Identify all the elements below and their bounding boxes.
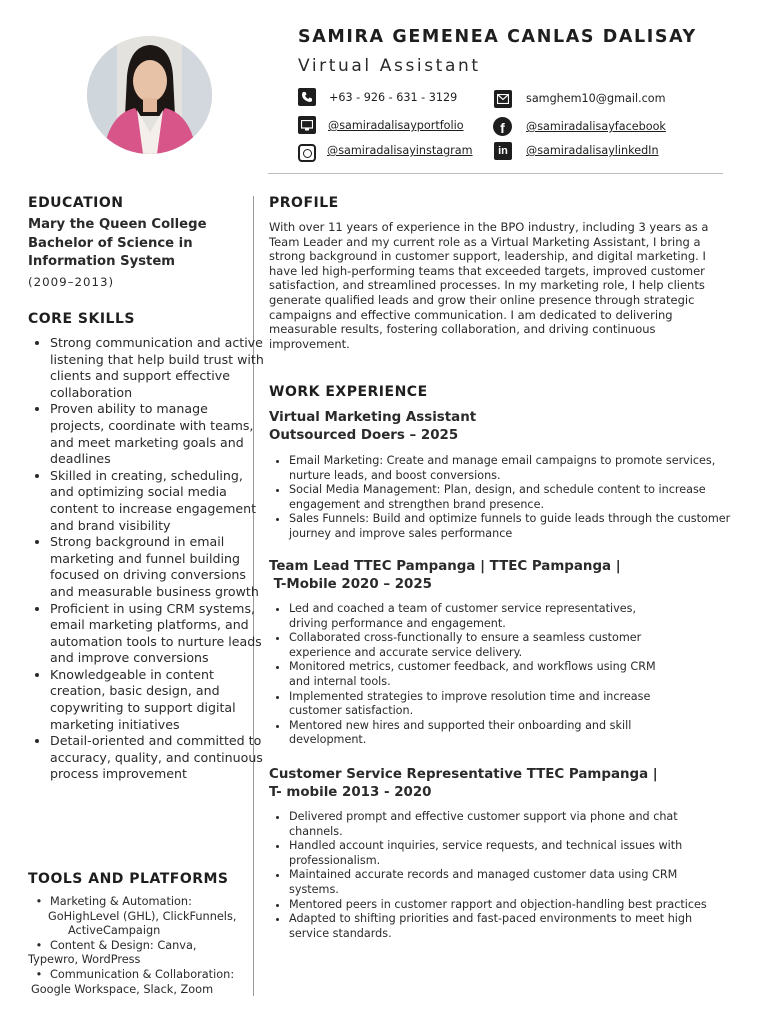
tools-heading: TOOLS AND PLATFORMS	[28, 871, 229, 887]
profile-photo	[87, 36, 212, 154]
facebook-icon: f	[493, 117, 512, 136]
email-icon	[494, 90, 512, 108]
job-duties-list	[269, 602, 674, 748]
instagram-link[interactable]: @samiradalisayinstagram	[327, 144, 473, 157]
monitor-icon	[298, 116, 316, 134]
job-position: Virtual Marketing Assistant	[269, 410, 477, 425]
facebook-link[interactable]: @samiradalisayfacebook	[526, 120, 666, 133]
email-address[interactable]: samghem10@gmail.com	[526, 92, 666, 105]
list-item: • Strong communication and active listening that help build trust with clients and support effective collaboration	[50, 335, 265, 401]
profile-summary: With over 11 years of experience in the BPO industry, including 3 years as a Team Leader and my current role as a Virtual Marketing Assistant, I bring a strong background in customer support, leadership, and digital marketing. I have led high-performing teams that exceeded targets, improved customer satisfaction, and streamlined processes. In my marketing role, I help clients generate qualified leads and grow their online presence through strategic campaigns and effective communication. I am dedicated to delivering measurable results, fostering collaboration, and driving continuous improvement.	[269, 220, 709, 351]
job-role: Virtual Assistant	[298, 56, 481, 76]
education-heading: EDUCATION	[28, 195, 124, 211]
job-company-dates: T-Mobile 2020 – 2025	[269, 577, 432, 592]
tools-list	[28, 895, 248, 997]
tool-values: Canva, Typewro, WordPress	[28, 938, 197, 967]
work-experience-heading: WORK EXPERIENCE	[269, 384, 428, 400]
tool-category: Marketing & Automation:	[50, 895, 192, 908]
job-duties-list	[269, 454, 745, 542]
list-item: • Delivered prompt and effective customer support via phone and chat channels.	[289, 810, 709, 839]
list-item: • Adapted to shifting priorities and fast-paced environments to meet high service standards.	[289, 912, 709, 941]
list-item: • Mentored new hires and supported their onboarding and skill development.	[289, 719, 674, 748]
degree-name: Bachelor of Science in Information System	[28, 235, 193, 270]
list-item: • Marketing & Automation: GoHighLevel (GHL), ClickFunnels, ActiveCampaign	[35, 895, 237, 938]
job-position: Team Lead TTEC Pampanga | TTEC Pampanga |	[269, 559, 621, 574]
job-title	[269, 558, 621, 594]
list-item: • Detail-oriented and committed to accuracy, quality, and continuous process improvement	[50, 733, 265, 783]
list-item: • Email Marketing: Create and manage email campaigns to promote services, nurture leads, and boost conversions.	[289, 454, 745, 483]
job-title	[269, 766, 658, 802]
list-item: • Content & Design: Canva, Typewro, WordPress	[28, 938, 197, 967]
list-item: • Skilled in creating, scheduling, and optimizing social media content to increase engagement and brand visibility	[50, 468, 265, 534]
job-company-dates: Outsourced Doers – 2025	[269, 428, 459, 443]
tool-category: Communication & Collaboration:	[50, 967, 235, 981]
list-item: • Maintained accurate records and managed customer data using CRM systems.	[289, 868, 709, 897]
tool-category: Content & Design:	[50, 938, 154, 952]
list-item: • Knowledgeable in content creation, basic design, and copywriting to support digital marketing initiatives	[50, 667, 265, 733]
list-item: • Implemented strategies to improve resolution time and increase customer satisfaction.	[289, 690, 674, 719]
list-item: • Sales Funnels: Build and optimize funnels to guide leads through the customer journey and improve sales performance	[289, 512, 745, 541]
list-item: • Handled account inquiries, service requests, and technical issues with professionalism.	[289, 839, 709, 868]
list-item: • Collaborated cross-functionally to ensure a seamless customer experience and accurate service delivery.	[289, 631, 674, 660]
tool-values: Google Workspace, Slack, Zoom	[31, 982, 214, 996]
core-skills-list	[28, 335, 265, 783]
list-item: • Strong background in email marketing and funnel building focused on driving conversions and measurable business growth	[50, 534, 265, 600]
portfolio-link[interactable]: @samiradalisayportfolio	[328, 119, 464, 132]
phone-icon	[298, 88, 316, 106]
core-skills-heading: CORE SKILLS	[28, 311, 135, 327]
education-details	[28, 216, 238, 272]
profile-heading: PROFILE	[269, 195, 339, 211]
instagram-icon	[298, 144, 316, 162]
list-item: • Proven ability to manage projects, coordinate with teams, and meet marketing goals and deadlines	[50, 401, 265, 467]
list-item: • Led and coached a team of customer service representatives, driving performance and engagement.	[289, 602, 674, 631]
tool-values: GoHighLevel (GHL), ClickFunnels, ActiveCampaign	[48, 909, 237, 938]
header-divider	[268, 173, 723, 174]
job-company-dates: T- mobile 2013 - 2020	[269, 785, 432, 800]
list-item: • Proficient in using CRM systems, email marketing platforms, and automation tools to nurture leads and improve conversions	[50, 601, 265, 667]
phone-number: +63 - 926 - 631 - 3129	[329, 91, 458, 104]
list-item: • Mentored peers in customer rapport and objection-handling best practices	[289, 898, 709, 913]
candidate-name: SAMIRA GEMENEA CANLAS DALISAY	[298, 27, 697, 47]
job-title	[269, 409, 476, 445]
list-item: • Social Media Management: Plan, design, and schedule content to increase engagement and strengthen brand presence.	[289, 483, 745, 512]
job-duties-list	[269, 810, 709, 941]
linkedin-icon: in	[494, 142, 512, 160]
education-years: (2009–2013)	[28, 275, 115, 289]
list-item: • Communication & Collaboration: Google Workspace, Slack, Zoom	[31, 967, 235, 996]
list-item: • Monitored metrics, customer feedback, and workflows using CRM and internal tools.	[289, 660, 674, 689]
job-position: Customer Service Representative TTEC Pampanga |	[269, 767, 658, 782]
linkedin-link[interactable]: @samiradalisaylinkedIn	[526, 144, 659, 157]
school-name: Mary the Queen College	[28, 217, 207, 232]
